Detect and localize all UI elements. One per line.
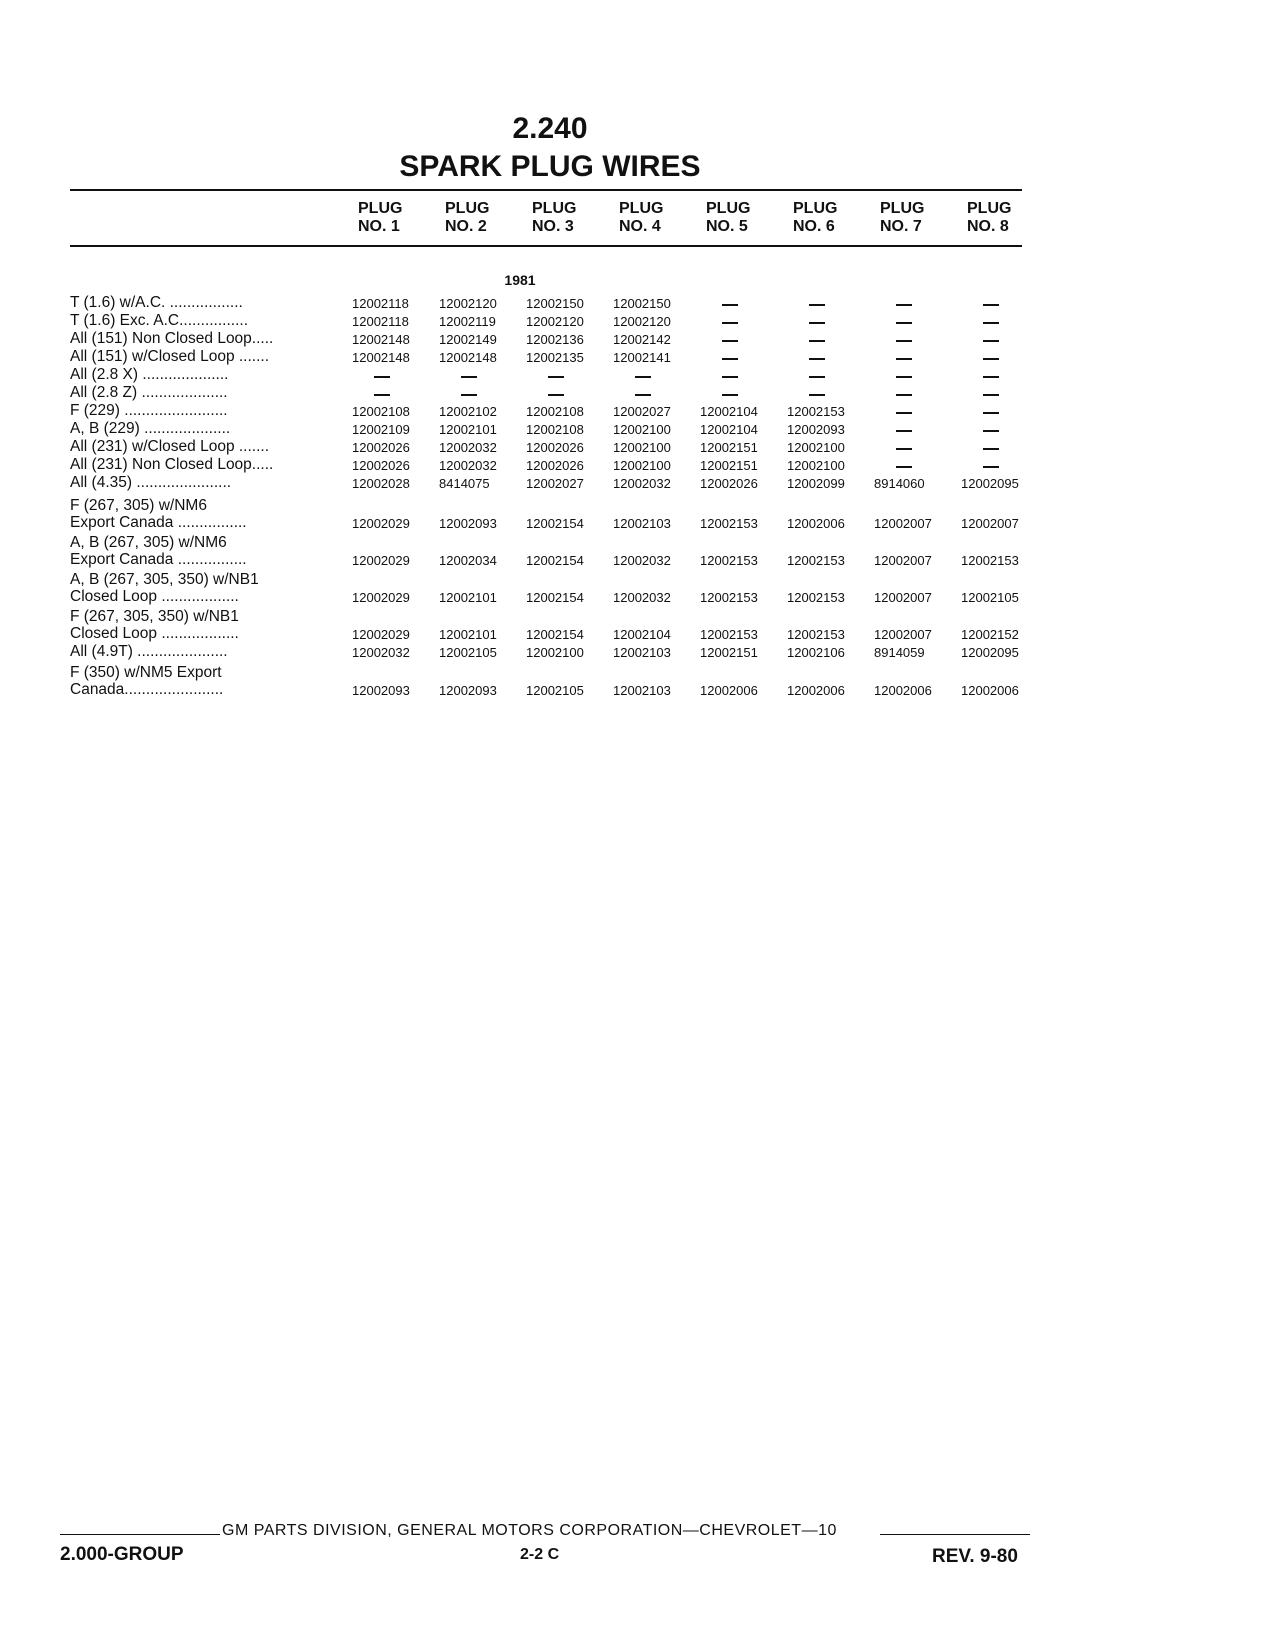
- part-number-cell: [439, 367, 513, 385]
- part-number-cell: 12002100: [613, 440, 671, 455]
- part-number-cell: 12002105: [526, 683, 584, 698]
- part-number-cell: 12002093: [439, 516, 497, 531]
- part-number-cell: [613, 385, 687, 403]
- part-number-cell: 12002093: [787, 422, 845, 437]
- part-number-cell: [961, 313, 1035, 331]
- part-number-cell: [787, 295, 861, 313]
- part-number-cell: 12002027: [526, 476, 584, 491]
- empty-cell-dash: [983, 430, 999, 432]
- sub-heading: F (267, 305) w/NM6: [70, 497, 207, 514]
- part-number-cell: [700, 367, 774, 385]
- empty-cell-dash: [896, 340, 912, 342]
- table-row: [70, 625, 1030, 643]
- part-number-cell: 12002099: [787, 476, 845, 491]
- part-number-cell: 12002026: [352, 458, 410, 473]
- footer-revision: REV. 9-80: [932, 1546, 1018, 1567]
- row-label: All (151) w/Closed Loop .......: [70, 348, 270, 365]
- empty-cell-dash: [983, 412, 999, 414]
- part-number-cell: 12002100: [787, 458, 845, 473]
- part-number-cell: 12002032: [439, 458, 497, 473]
- part-number-cell: 12002006: [874, 683, 932, 698]
- empty-cell-dash: [896, 430, 912, 432]
- row-label: Export Canada ................: [70, 551, 247, 568]
- part-number-cell: 12002153: [961, 553, 1019, 568]
- part-number-cell: 12002006: [700, 683, 758, 698]
- part-number-cell: 12002006: [787, 516, 845, 531]
- empty-cell-dash: [896, 376, 912, 378]
- part-number-cell: [961, 439, 1035, 457]
- column-header-plug-6: PLUG NO. 6: [793, 200, 838, 235]
- table-row: [70, 474, 1030, 492]
- part-number-cell: 12002153: [787, 590, 845, 605]
- part-number-cell: 12002104: [613, 627, 671, 642]
- part-number-cell: 12002100: [787, 440, 845, 455]
- part-number-cell: 12002029: [352, 627, 410, 642]
- part-number-cell: 12002105: [439, 645, 497, 660]
- part-number-cell: 12002118: [352, 314, 409, 329]
- empty-cell-dash: [461, 376, 477, 378]
- part-number-cell: [874, 313, 948, 331]
- part-number-cell: 12002007: [961, 516, 1019, 531]
- part-number-cell: [961, 457, 1035, 475]
- part-number-cell: 12002100: [613, 458, 671, 473]
- year-label: 1981: [504, 272, 536, 288]
- part-number-cell: 12002108: [526, 422, 584, 437]
- empty-cell-dash: [896, 322, 912, 324]
- part-number-cell: 12002153: [787, 553, 845, 568]
- part-number-cell: 12002101: [439, 627, 497, 642]
- empty-cell-dash: [374, 376, 390, 378]
- table-row: [70, 366, 1030, 384]
- column-header-plug-3: PLUG NO. 3: [532, 200, 577, 235]
- row-label: F (229) ........................: [70, 402, 228, 419]
- empty-cell-dash: [635, 394, 651, 396]
- empty-cell-dash: [722, 322, 738, 324]
- column-header-plug-4: PLUG NO. 4: [619, 200, 664, 235]
- empty-cell-dash: [722, 304, 738, 306]
- part-number-cell: 12002153: [787, 404, 845, 419]
- part-number-cell: 12002148: [352, 350, 410, 365]
- section-number: 2.240: [512, 112, 588, 145]
- part-number-cell: 12002029: [352, 516, 410, 531]
- part-number-cell: 12002108: [352, 404, 410, 419]
- part-number-cell: 12002142: [613, 332, 671, 347]
- part-number-cell: [961, 295, 1035, 313]
- part-number-cell: [874, 403, 948, 421]
- column-header-plug-1: PLUG NO. 1: [358, 200, 403, 235]
- part-number-cell: 12002026: [526, 458, 584, 473]
- table-row: [70, 348, 1030, 366]
- header-rule: [70, 245, 1022, 247]
- part-number-cell: 12002100: [526, 645, 584, 660]
- part-number-cell: 12002150: [526, 296, 584, 311]
- row-label: All (2.8 X) ....................: [70, 366, 229, 383]
- part-number-cell: 12002149: [439, 332, 497, 347]
- table-row: [70, 294, 1030, 312]
- part-number-cell: 12002103: [613, 645, 671, 660]
- row-label: Canada.......................: [70, 681, 224, 698]
- column-header-plug-5: PLUG NO. 5: [706, 200, 751, 235]
- part-number-cell: 12002118: [352, 296, 409, 311]
- empty-cell-dash: [983, 448, 999, 450]
- part-number-cell: [961, 349, 1035, 367]
- part-number-cell: 12002153: [700, 590, 758, 605]
- part-number-cell: 12002154: [526, 553, 584, 568]
- empty-cell-dash: [896, 448, 912, 450]
- empty-cell-dash: [809, 394, 825, 396]
- part-number-cell: [874, 421, 948, 439]
- row-label: All (231) w/Closed Loop .......: [70, 438, 270, 455]
- part-number-cell: 12002154: [526, 627, 584, 642]
- part-number-cell: 12002153: [700, 516, 758, 531]
- part-number-cell: 12002151: [700, 645, 758, 660]
- part-number-cell: 12002101: [439, 422, 497, 437]
- table-row: [70, 330, 1030, 348]
- empty-cell-dash: [896, 358, 912, 360]
- part-number-cell: 12002153: [700, 553, 758, 568]
- part-number-cell: 12002032: [352, 645, 410, 660]
- footer-rule-right: [880, 1534, 1030, 1535]
- empty-cell-dash: [809, 322, 825, 324]
- empty-cell-dash: [548, 394, 564, 396]
- part-number-cell: [874, 349, 948, 367]
- part-number-cell: 12002095: [961, 476, 1019, 491]
- part-number-cell: 12002032: [439, 440, 497, 455]
- top-rule: [70, 189, 1022, 191]
- column-header-plug-2: PLUG NO. 2: [445, 200, 490, 235]
- part-number-cell: [787, 385, 861, 403]
- part-number-cell: 12002148: [439, 350, 497, 365]
- row-label: A, B (229) ....................: [70, 420, 231, 437]
- footer-corporation: GM PARTS DIVISION, GENERAL MOTORS CORPORATION—CHEVROLET—10: [222, 1522, 837, 1539]
- part-number-cell: 12002151: [700, 458, 758, 473]
- part-number-cell: 12002152: [961, 627, 1019, 642]
- part-number-cell: 12002106: [787, 645, 845, 660]
- part-number-cell: 12002028: [352, 476, 410, 491]
- part-number-cell: [874, 439, 948, 457]
- part-number-cell: [352, 385, 426, 403]
- part-number-cell: [874, 385, 948, 403]
- part-number-cell: [874, 367, 948, 385]
- part-number-cell: 12002029: [352, 553, 410, 568]
- part-number-cell: 12002007: [874, 627, 932, 642]
- part-number-cell: 12002034: [439, 553, 497, 568]
- part-number-cell: 12002027: [613, 404, 671, 419]
- sub-heading: A, B (267, 305, 350) w/NB1: [70, 571, 259, 588]
- part-number-cell: 12002120: [613, 314, 671, 329]
- empty-cell-dash: [983, 376, 999, 378]
- part-number-cell: 12002104: [700, 404, 758, 419]
- part-number-cell: 12002148: [352, 332, 410, 347]
- part-number-cell: 12002153: [787, 627, 845, 642]
- empty-cell-dash: [896, 394, 912, 396]
- part-number-cell: 12002153: [700, 627, 758, 642]
- part-number-cell: [700, 349, 774, 367]
- part-number-cell: 12002007: [874, 516, 932, 531]
- part-number-cell: 12002026: [352, 440, 410, 455]
- empty-cell-dash: [722, 340, 738, 342]
- row-label: All (4.35) ......................: [70, 474, 232, 491]
- empty-cell-dash: [809, 340, 825, 342]
- empty-cell-dash: [983, 358, 999, 360]
- part-number-cell: [874, 457, 948, 475]
- part-number-cell: 12002093: [352, 683, 410, 698]
- row-label: Export Canada ................: [70, 514, 247, 531]
- empty-cell-dash: [722, 358, 738, 360]
- table-row: [70, 643, 1030, 661]
- part-number-cell: [613, 367, 687, 385]
- row-label: All (4.9T) .....................: [70, 643, 228, 660]
- part-number-cell: 8914060: [874, 476, 925, 491]
- empty-cell-dash: [548, 376, 564, 378]
- column-header-plug-7: PLUG NO. 7: [880, 200, 925, 235]
- row-label: T (1.6) w/A.C. .................: [70, 294, 243, 311]
- table-row: [70, 438, 1030, 456]
- part-number-cell: 12002120: [526, 314, 584, 329]
- table-row: [70, 551, 1030, 569]
- part-number-cell: 12002151: [700, 440, 758, 455]
- part-number-cell: [961, 421, 1035, 439]
- empty-cell-dash: [983, 304, 999, 306]
- part-number-cell: [874, 331, 948, 349]
- part-number-cell: [874, 295, 948, 313]
- empty-cell-dash: [809, 358, 825, 360]
- empty-cell-dash: [809, 376, 825, 378]
- part-number-cell: 12002136: [526, 332, 584, 347]
- part-number-cell: 12002150: [613, 296, 671, 311]
- part-number-cell: 12002120: [439, 296, 497, 311]
- row-label: All (2.8 Z) ....................: [70, 384, 228, 401]
- part-number-cell: [787, 331, 861, 349]
- table-row: [70, 588, 1030, 606]
- empty-cell-dash: [983, 322, 999, 324]
- part-number-cell: 12002007: [874, 553, 932, 568]
- part-number-cell: 12002093: [439, 683, 497, 698]
- empty-cell-dash: [983, 394, 999, 396]
- row-label: All (151) Non Closed Loop.....: [70, 330, 274, 347]
- part-number-cell: 12002119: [439, 314, 496, 329]
- part-number-cell: [700, 385, 774, 403]
- part-number-cell: 12002103: [613, 683, 671, 698]
- table-row: [70, 420, 1030, 438]
- footer-page-number: 2-2 C: [520, 1546, 560, 1563]
- part-number-cell: [787, 349, 861, 367]
- empty-cell-dash: [374, 394, 390, 396]
- empty-cell-dash: [896, 304, 912, 306]
- part-number-cell: [700, 313, 774, 331]
- row-label: Closed Loop ..................: [70, 588, 239, 605]
- part-number-cell: 12002108: [526, 404, 584, 419]
- part-number-cell: 12002026: [526, 440, 584, 455]
- table-row: [70, 402, 1030, 420]
- part-number-cell: [787, 313, 861, 331]
- part-number-cell: [352, 367, 426, 385]
- part-number-cell: 12002032: [613, 476, 671, 491]
- part-number-cell: 12002102: [439, 404, 497, 419]
- part-number-cell: 12002100: [613, 422, 671, 437]
- part-number-cell: 12002101: [439, 590, 497, 605]
- sub-heading: F (267, 305, 350) w/NB1: [70, 608, 239, 625]
- section-title: SPARK PLUG WIRES: [399, 150, 701, 183]
- part-number-cell: 12002032: [613, 553, 671, 568]
- part-number-cell: 12002135: [526, 350, 584, 365]
- part-number-cell: 12002103: [613, 516, 671, 531]
- table-row: [70, 312, 1030, 330]
- row-label: All (231) Non Closed Loop.....: [70, 456, 274, 473]
- empty-cell-dash: [809, 304, 825, 306]
- empty-cell-dash: [896, 466, 912, 468]
- part-number-cell: [526, 367, 600, 385]
- row-label: T (1.6) Exc. A.C................: [70, 312, 249, 329]
- part-number-cell: 12002154: [526, 590, 584, 605]
- part-number-cell: [526, 385, 600, 403]
- empty-cell-dash: [983, 340, 999, 342]
- table-row: [70, 681, 1030, 699]
- part-number-cell: 12002154: [526, 516, 584, 531]
- part-number-cell: [961, 385, 1035, 403]
- part-number-cell: [700, 331, 774, 349]
- empty-cell-dash: [635, 376, 651, 378]
- empty-cell-dash: [722, 394, 738, 396]
- part-number-cell: 12002006: [787, 683, 845, 698]
- part-number-cell: 12002141: [613, 350, 671, 365]
- part-number-cell: [961, 367, 1035, 385]
- column-header-plug-8: PLUG NO. 8: [967, 200, 1012, 235]
- table-row: [70, 456, 1030, 474]
- part-number-cell: 12002007: [874, 590, 932, 605]
- part-number-cell: 12002095: [961, 645, 1019, 660]
- part-number-cell: 8914059: [874, 645, 925, 660]
- part-number-cell: [961, 403, 1035, 421]
- empty-cell-dash: [896, 412, 912, 414]
- part-number-cell: [439, 385, 513, 403]
- row-label: Closed Loop ..................: [70, 625, 239, 642]
- part-number-cell: 12002104: [700, 422, 758, 437]
- sub-heading: F (350) w/NM5 Export: [70, 664, 222, 681]
- empty-cell-dash: [983, 466, 999, 468]
- sub-heading: A, B (267, 305) w/NM6: [70, 534, 227, 551]
- empty-cell-dash: [722, 376, 738, 378]
- part-number-cell: 12002006: [961, 683, 1019, 698]
- part-number-cell: 12002032: [613, 590, 671, 605]
- empty-cell-dash: [461, 394, 477, 396]
- part-number-cell: [787, 367, 861, 385]
- part-number-cell: 12002105: [961, 590, 1019, 605]
- footer-rule-left: [60, 1534, 220, 1535]
- part-number-cell: [700, 295, 774, 313]
- part-number-cell: 12002026: [700, 476, 758, 491]
- part-number-cell: 8414075: [439, 476, 490, 491]
- footer-group: 2.000-GROUP: [60, 1544, 184, 1565]
- part-number-cell: 12002029: [352, 590, 410, 605]
- part-number-cell: [961, 331, 1035, 349]
- part-number-cell: 12002109: [352, 422, 410, 437]
- table-row: [70, 514, 1030, 532]
- table-row: [70, 384, 1030, 402]
